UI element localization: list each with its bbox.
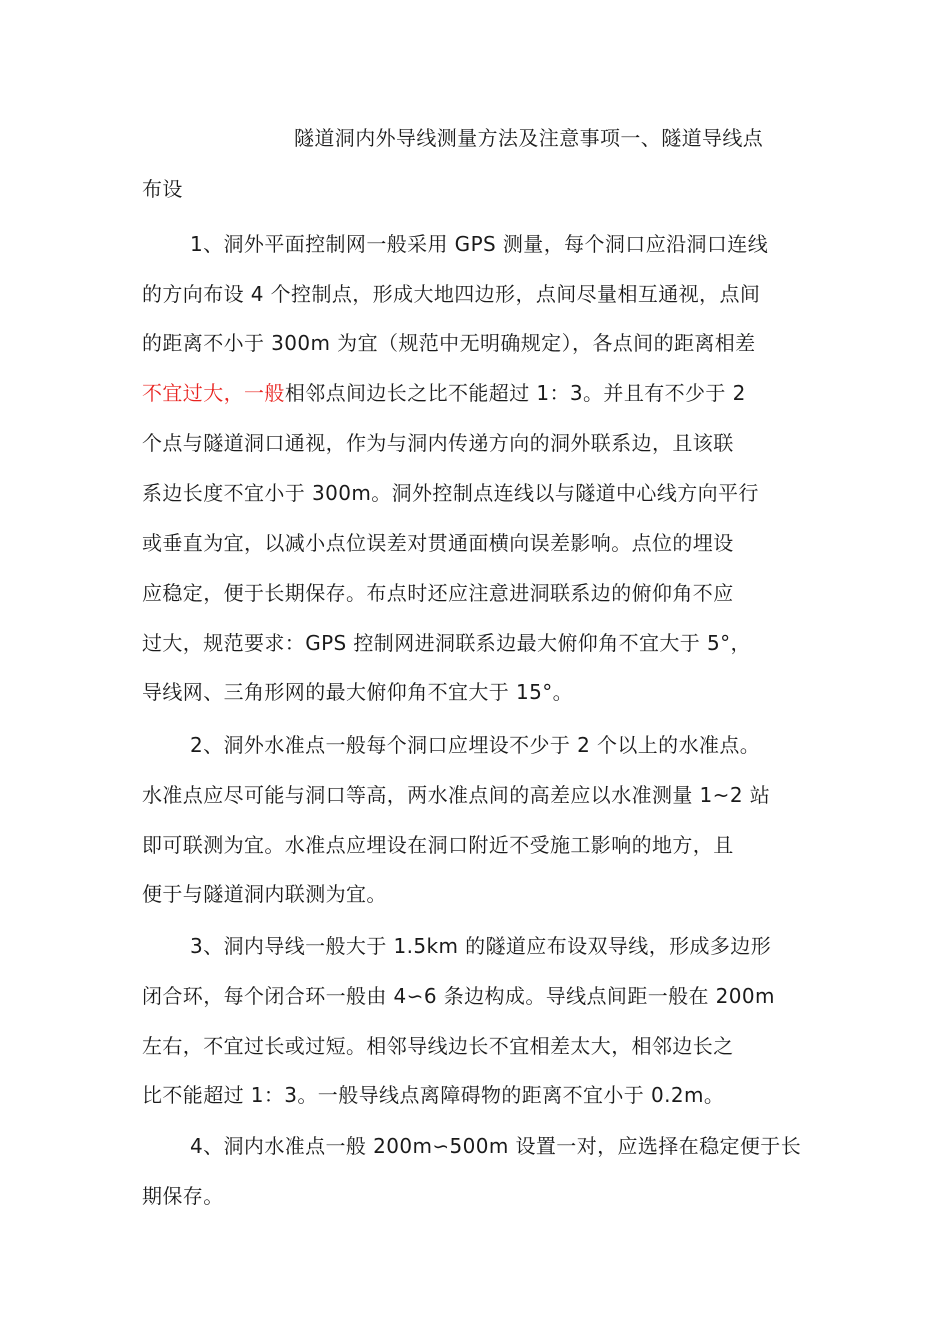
paragraph-1-line-2: 的方向布设 4 个控制点，形成大地四边形，点间尽量相互通视，点间 [142,282,761,306]
paragraph-1-line-10: 导线网、三角形网的最大俯仰角不宜大于 15°。 [142,680,574,704]
paragraph-1-line-9: 过大，规范要求：GPS 控制网进洞联系边最大俯仰角不宜大于 5°， [142,631,751,655]
paragraph-1-line-6: 系边长度不宜小于 300m。洞外控制点连线以与隧道中心线方向平行 [142,481,759,505]
paragraph-1-line-1: 1、洞外平面控制网一般采用 GPS 测量，每个洞口应沿洞口连线 [190,232,769,256]
paragraph-2-line-2: 水准点应尽可能与洞口等高，两水准点间的高差应以水准测量 1~2 站 [142,783,771,807]
paragraph-1-line-4 [142,380,746,406]
paragraph-3-line-4: 比不能超过 1：3。一般导线点离障碍物的距离不宜小于 0.2m。 [142,1083,725,1107]
paragraph-1-line-3: 的距离不小于 300m 为宜（规范中无明确规定），各点间的距离相差 [142,331,756,355]
paragraph-1-line-4-rest: 相邻点间边长之比不能超过 1：3。并且有不少于 2 [284,381,746,405]
paragraph-1-line-5: 个点与隧道洞口通视，作为与洞内传递方向的洞外联系边，且该联 [142,431,734,455]
title-line-2: 布设 [142,177,183,201]
paragraph-4-line-1: 4、洞内水准点一般 200m∽500m 设置一对，应选择在稳定便于长 [190,1134,802,1158]
title-line-1: 隧道洞内外导线测量方法及注意事项一、隧道导线点 [294,126,764,150]
paragraph-2-line-3: 即可联测为宜。水准点应埋设在洞口附近不受施工影响的地方，且 [142,833,734,857]
paragraph-3-line-1: 3、洞内导线一般大于 1.5km 的隧道应布设双导线，形成多边形 [190,934,772,958]
paragraph-4-line-2: 期保存。 [142,1184,224,1208]
paragraph-3-line-3: 左右，不宜过长或过短。相邻导线边长不宜相差太大，相邻边长之 [142,1034,734,1058]
paragraph-1-line-7: 或垂直为宜，以减小点位误差对贯通面横向误差影响。点位的埋设 [142,531,734,555]
paragraph-2-line-1: 2、洞外水准点一般每个洞口应埋设不少于 2 个以上的水准点。 [190,733,761,757]
highlighted-text: 不宜过大，一般 [142,381,285,405]
paragraph-3-line-2: 闭合环，每个闭合环一般由 4∽6 条边构成。导线点间距一般在 200m [142,984,775,1008]
paragraph-2-line-4: 便于与隧道洞内联测为宜。 [142,882,387,906]
paragraph-1-line-8: 应稳定，便于长期保存。布点时还应注意进洞联系边的俯仰角不应 [142,581,734,605]
